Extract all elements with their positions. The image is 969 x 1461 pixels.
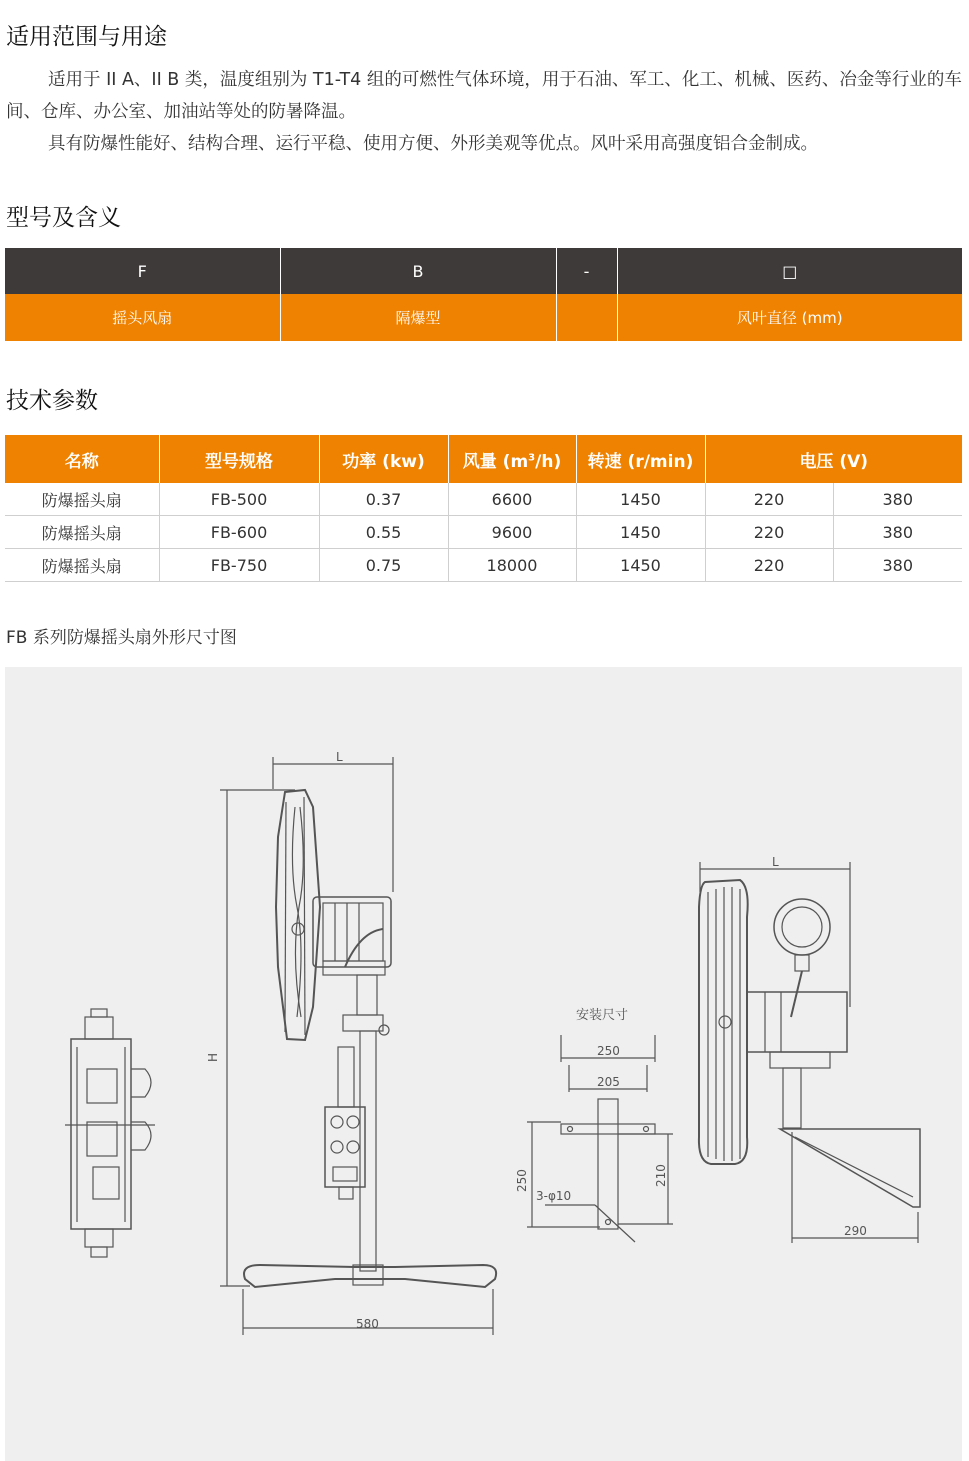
model-code-b: B: [280, 248, 556, 294]
table-row: [5, 483, 962, 516]
dim-label-l-front: L: [336, 750, 343, 764]
cell-name: 防爆摇头扇: [5, 483, 159, 516]
cell-power: 0.55: [319, 516, 448, 549]
model-meaning-b: 隔爆型: [280, 294, 556, 341]
section-title-scope: 适用范围与用途: [6, 24, 167, 50]
cell-voltage-220: 220: [705, 516, 833, 549]
model-meaning-f: 摇头风扇: [5, 294, 280, 341]
table-row: [5, 549, 962, 582]
model-code-dash: -: [556, 248, 617, 294]
cell-speed: 1450: [576, 549, 705, 582]
cell-model: FB-750: [159, 549, 319, 582]
dim-label-h: H: [206, 1052, 220, 1062]
fan-technical-drawing: [5, 667, 962, 1461]
dim-label-250-width: 250: [597, 1044, 620, 1058]
cell-airflow: 6600: [448, 483, 576, 516]
header-power: 功率 (kw): [319, 435, 448, 483]
table-row: [5, 516, 962, 549]
dim-label-210: 210: [654, 1164, 668, 1187]
dim-label-290: 290: [844, 1224, 867, 1238]
cell-airflow: 9600: [448, 516, 576, 549]
figure-caption: FB 系列防爆摇头扇外形尺寸图: [6, 628, 237, 648]
header-model: 型号规格: [159, 435, 319, 483]
dimension-drawing: [5, 667, 962, 1461]
section-title-params: 技术参数: [6, 388, 98, 414]
header-airflow: 风量 $(m^3/h)$: [448, 435, 576, 483]
cell-power: 0.75: [319, 549, 448, 582]
params-table: [5, 435, 962, 582]
dim-label-580: 580: [356, 1317, 379, 1331]
model-meaning-dash: [556, 294, 617, 341]
cell-voltage-380: 380: [833, 483, 962, 516]
header-name: 名称: [5, 435, 159, 483]
cell-power: 0.37: [319, 483, 448, 516]
install-size-label: 安装尺寸: [576, 1008, 629, 1023]
cell-speed: 1450: [576, 516, 705, 549]
cell-voltage-220: 220: [705, 483, 833, 516]
cell-model: FB-600: [159, 516, 319, 549]
scope-paragraph-2: 具有防爆性能好、结构合理、运行平稳、使用方便、外形美观等优点。风叶采用高强度铝合金制成。: [48, 134, 818, 154]
dim-label-250-height: 250: [515, 1169, 529, 1192]
dim-label-205: 205: [597, 1075, 620, 1089]
cell-name: 防爆摇头扇: [5, 549, 159, 582]
model-meaning-table: [5, 248, 962, 341]
cell-voltage-220: 220: [705, 549, 833, 582]
cell-voltage-380: 380: [833, 516, 962, 549]
header-voltage: 电压 (V): [705, 435, 962, 483]
header-speed: 转速 (r/min): [576, 435, 705, 483]
cell-speed: 1450: [576, 483, 705, 516]
cell-model: FB-500: [159, 483, 319, 516]
cell-name: 防爆摇头扇: [5, 516, 159, 549]
dim-label-holes: 3-φ10: [536, 1189, 572, 1203]
cell-voltage-380: 380: [833, 549, 962, 582]
section-title-model: 型号及含义: [6, 205, 121, 231]
dim-label-l-side: L: [772, 855, 779, 869]
model-code-box: □: [617, 248, 962, 294]
cell-airflow: 18000: [448, 549, 576, 582]
model-meaning-box: 风叶直径 (mm): [617, 294, 962, 341]
scope-paragraph-1: 适用于 II A、II B 类，温度组别为 T1-T4 组的可燃性气体环境，用于石油、军工、化工、机械、医药、冶金等行业的车间、仓库、办公室、加油站等处的防暑降温。: [6, 70, 962, 122]
model-code-f: F: [5, 248, 280, 294]
